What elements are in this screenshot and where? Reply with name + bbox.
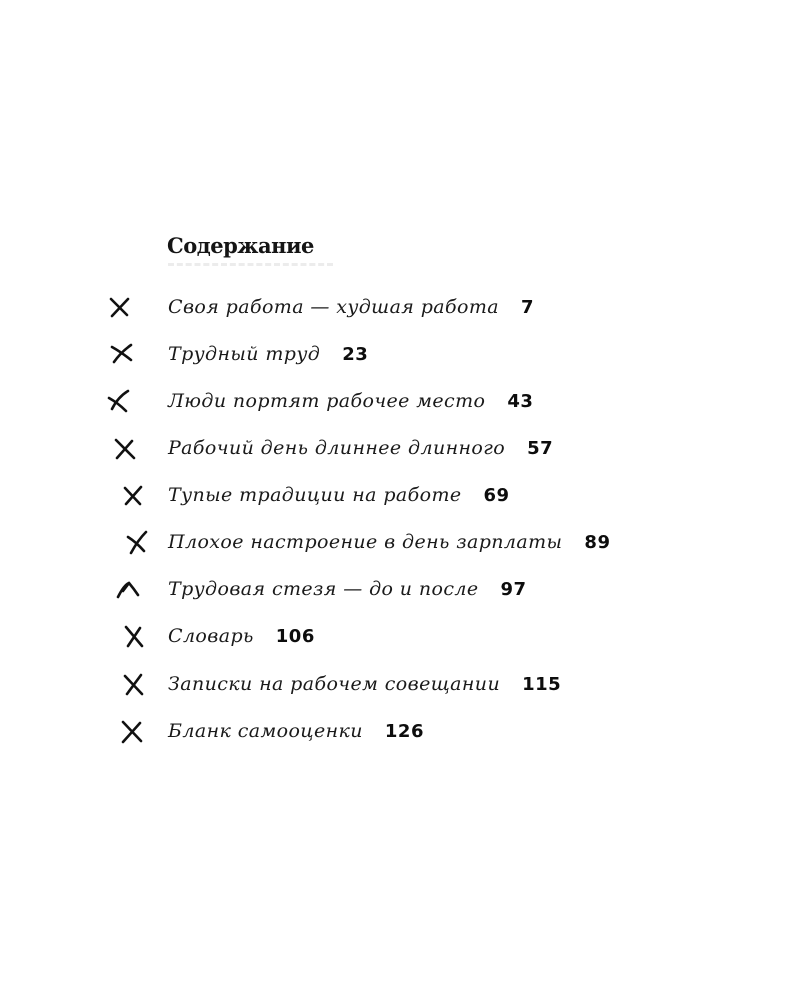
entry-page-number: 115 (522, 674, 562, 695)
toc-entry[interactable] (0, 622, 800, 654)
toc-entry[interactable] (0, 340, 800, 372)
entry-title: Бланк самооценки (168, 720, 363, 742)
entry-title: Трудный труд (168, 343, 321, 365)
cross-mark-icon (120, 483, 146, 509)
entry-page-number: 69 (483, 485, 510, 506)
toc-entry[interactable] (0, 717, 800, 749)
entry-page-number: 23 (342, 344, 369, 365)
entry-title: Тупые традиции на работе (168, 484, 462, 506)
entry-page-number: 97 (500, 579, 527, 600)
entry-page-number: 106 (275, 626, 315, 647)
toc-entry[interactable] (0, 387, 800, 419)
entry-page-number: 43 (507, 391, 534, 412)
cross-mark-icon (115, 577, 141, 603)
contents-heading: Содержание (167, 233, 314, 258)
cross-mark-icon (109, 342, 135, 368)
entry-page-number: 126 (384, 721, 424, 742)
toc-entry[interactable] (0, 670, 800, 702)
cross-mark-icon (112, 436, 138, 462)
toc-entry[interactable] (0, 528, 800, 560)
entry-title: Плохое настроение в день зарплаты (168, 531, 563, 553)
toc-entry[interactable] (0, 434, 800, 466)
entry-title: Словарь (168, 625, 254, 647)
entry-page-number: 7 (521, 297, 535, 318)
toc-entry[interactable] (0, 293, 800, 325)
cross-mark-icon (121, 672, 147, 698)
entry-title: Трудовая стезя — до и после (168, 578, 479, 600)
entry-title: Рабочий день длиннее длинного (168, 437, 506, 459)
toc-entry[interactable] (0, 575, 800, 607)
cross-mark-icon (119, 719, 145, 745)
entry-title: Записки на рабочем совещании (168, 673, 501, 695)
cross-mark-icon (106, 389, 132, 415)
entry-title: Люди портят рабочее место (168, 390, 486, 412)
cross-mark-icon (121, 624, 147, 650)
entry-page-number: 89 (584, 532, 611, 553)
heading-underline (168, 263, 333, 266)
cross-mark-icon (124, 530, 150, 556)
entry-page-number: 57 (527, 438, 554, 459)
entry-title: Своя работа — худшая работа (168, 296, 499, 318)
toc-entry[interactable] (0, 481, 800, 513)
cross-mark-icon (107, 295, 133, 321)
